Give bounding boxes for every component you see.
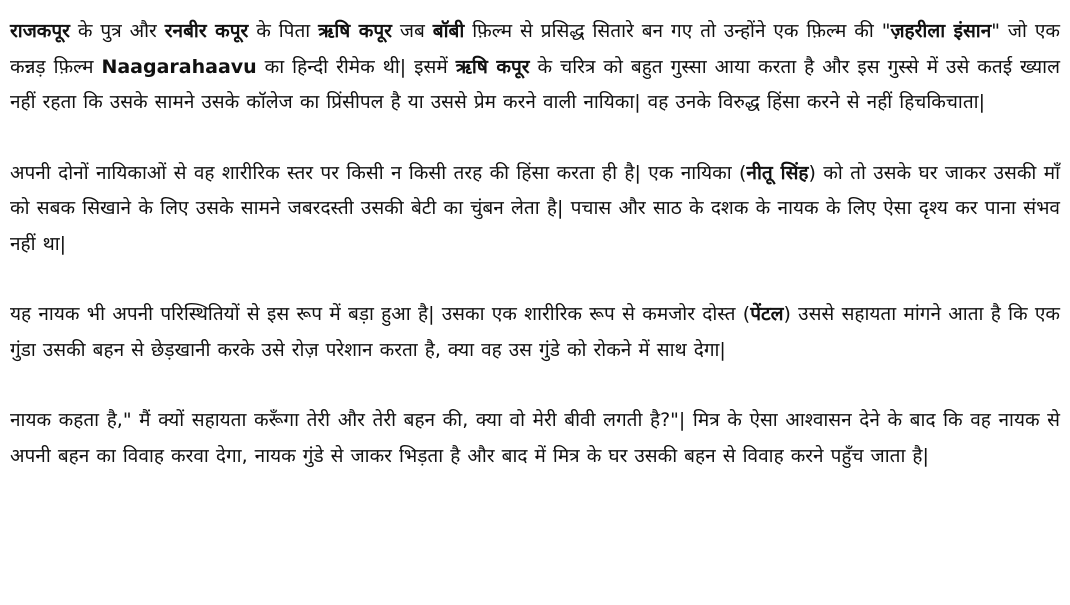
text-run: के चरित्र को बहुत गुस्सा आया करता है और इस गुस्से में उसे कतई ख्याल नहीं रहता कि उसके सामने उसके कॉलेज का प्रिंसीपल है या उससे प्रेम करने वाली नायिका| वह उनके विरुद्ध हिंसा करने से नहीं हिचकिचाता| — [10, 55, 1060, 113]
name-rishi-kapoor: ऋषि कपूर — [318, 20, 392, 42]
film-zahreela-insaan: ज़हरीला इंसान — [890, 20, 992, 42]
text-run: ) को तो उसके घर जाकर उसकी माँ को सबक सिखाने के लिए उसके सामने जबरदस्ती उसकी बेटी का चुंबन लेता है| पचास और साठ के दशक के नायक के लिए ऐसा दृश्य कर पाना संभव नहीं था| — [10, 161, 1060, 255]
film-naagarahaavu: Naagarahaavu — [101, 55, 257, 78]
paragraph-1 — [10, 14, 1060, 121]
text-run: जब — [391, 20, 433, 42]
text-run: अपनी दोनों नायिकाओं से वह शारीरिक स्तर पर किसी न किसी तरह की हिंसा करता ही है| एक नायिका ( — [10, 161, 747, 184]
text-run: के पुत्र और — [69, 20, 165, 42]
text-run: के पिता — [248, 20, 319, 42]
text-run: यह नायक भी अपनी परिस्थितियों से इस रूप में बड़ा हुआ है| उसका एक शारीरिक रूप से कमजोर दोस्त ( — [10, 303, 751, 325]
name-rishi-kapoor: ऋषि कपूर — [455, 55, 530, 78]
paragraph-3 — [10, 297, 1060, 368]
film-bobby: बॉबी — [432, 20, 465, 42]
text-run: " जो एक कन्नड़ फ़िल्म — [10, 20, 1060, 78]
text-run: फ़िल्म से प्रसिद्ध सितारे बन गए तो उन्होंने एक फ़िल्म की " — [464, 20, 891, 42]
paragraph-2 — [10, 156, 1060, 263]
name-rajkapoor: राजकपूर — [10, 20, 70, 42]
name-ranbir-kapoor: रनबीर कपूर — [164, 20, 249, 42]
paragraph-4 — [10, 403, 1060, 474]
text-run: ) उससे सहायता मांगने आता है कि एक गुंडा उसकी बहन से छेड़खानी करके उसे रोज़ परेशान करता है, क्या वह उस गुंडे को रोकने में साथ देगा| — [10, 303, 1060, 361]
name-neetu-singh: नीतू सिंह — [746, 161, 809, 184]
text-run: का हिन्दी रीमेक थी| इसमें — [256, 55, 456, 78]
name-paintal: पेंटल — [750, 303, 784, 325]
text-run: नायक कहता है," मैं क्यों सहायता करूँगा तेरी और तेरी बहन की, क्या वो मेरी बीवी लगती है?"| मित्र के ऐसा आश्वासन देने के बाद कि वह नायक से अपनी बहन का विवाह करवा देगा, नायक गुंडे से जाकर भिड़ता है और बाद में मित्र के घर उसकी बहन से विवाह करने पहुँच जाता है| — [10, 409, 1060, 467]
